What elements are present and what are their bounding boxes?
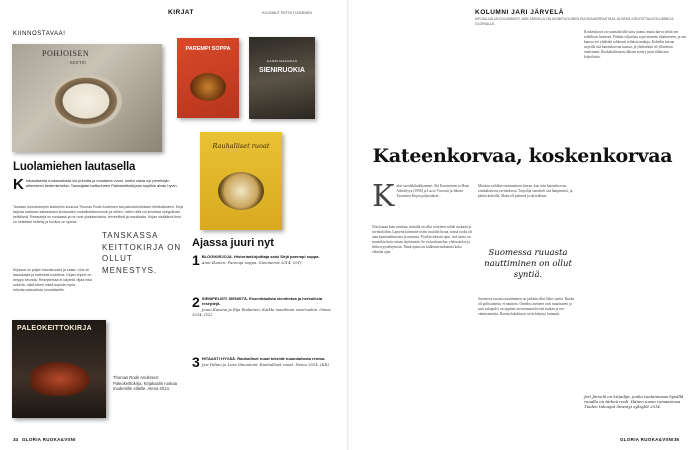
author-signoff: Jari Järvelä on kirjailija, jonka tuotannossa hyvällä ruualla on tärkeä rooli. Hänen uusin romaaninsa Tuulen tuhoojat ilmestyi syksyllä 2014.	[584, 394, 684, 409]
book-title: PALEOKEITTOKIRJA	[17, 325, 92, 332]
lead-text: aksi suosikkikokkiamme, Aki Kauriminen ja Hans Ashrafiyya (1996) ja Lucio Vioconti ja Juhani Tuomisen Kirjaa paljastukset...	[396, 184, 469, 199]
drop-cap: K	[372, 184, 395, 210]
ajassa-item-2	[192, 296, 340, 317]
item-citation: Jouni Kuisma ja Eija Ihalainen: Kaikki maailman sieniruokia. Otava 2014. (VL)	[192, 307, 331, 318]
item-number: 3	[192, 354, 200, 370]
column-body-b2: Suomessa ruuasta nauttiminen on pitkään ollut lähes syntiä. Ruoka oli polttoainetta, ei nautinto. Onneksi asenteet ovat muuttuneet ja uusi sukupolvi on oppinut arvostamaan hyvää ruokaa ja sen valmistamista. Ravintolakulttuuri on kehittynyt huimasti.	[478, 297, 575, 317]
item-number: 1	[192, 252, 200, 268]
column-body-a: Niin kauan kuin muistan, minulla on ollut erityinen suhde ruokaan ja ravintoloihin. Lapsena kävimme usein isoäidin luona, missä ruoka oli aina kunnianhimoista ja runsasta. Pöydän ääressä opin, että ateria on muutakin kuin vatsan täyttämistä. Se on keskustelua, yhdessäoloa ja hetken pysähtymistä. Tämä ajatus on kulkenut mukanani koko elämäni ajan.	[372, 225, 473, 255]
ajassa-item-1	[192, 254, 340, 266]
section-label: KIINNOSTAVAA!	[13, 31, 66, 37]
ajassa-heading: Ajassa juuri nyt	[192, 237, 274, 249]
meat-image	[30, 362, 90, 396]
book-pretitle: KAIKKI MAAILMAN	[266, 59, 297, 63]
lead-text: ivikautisesta ruokavaliosta voi puhutta ja muutama vuosi, mutta vasta nyt perehdyin aiheeseen tiedemieheksi. Tanssijatar tartturineen Paleokeittokirjaan sopiikin aivan hyvin.	[25, 178, 178, 189]
column-body-c: Koskenkorva on suomalaisille tuttu juoma, mutta harva tietää sen todellisen luonteen. Puhdas viljaviina sopii moneen tilanteeseen, ja sen kanssa voi yhdistää rohkeasti erilaisia makuja. Kokeilin kerran tarjoilla sitä kateenkorvan kanssa, ja yhdistelmä oli yllättävän onnistunut. Ruokakulttuurin rikkaus syntyy juuri tällaisista kokeiluista.	[584, 30, 686, 60]
ajassa-item-3	[192, 356, 340, 368]
item-headline: SIENIPELISTI SIENISTÄ. Essentiaalista sienitietoa ja herkullisia reseptejä.	[201, 296, 323, 307]
pull-quote-right: Suomessa ruuasta nauttiminen on ollut syntiä.	[484, 248, 572, 280]
article-lead	[13, 178, 185, 191]
column-body-b: Muistan vieläkin ensimmäisen kerran, kun söin kateenkorvaa ranskalaisessa ravintolassa. Tarjoilija suositteli sitä lämpimästi, ja päätin kokeilla. Maku oli pehmeä ja täyteläinen.	[478, 184, 573, 199]
book-title: SIENIRUOKIA	[259, 67, 305, 74]
page-number-left: 34	[13, 437, 19, 442]
column-lead	[372, 184, 474, 210]
article-title: Luolamiehen lautasella	[13, 161, 136, 173]
pan-image	[218, 172, 264, 210]
item-number: 2	[192, 294, 200, 310]
book-title: POHJOISEN	[42, 49, 90, 58]
page-gutter	[347, 0, 349, 450]
item-citation: Jari Palmu ja Liisa Ilmoniemi: Rauhalliset ruoat. Nemo 2014. (KR)	[201, 362, 329, 368]
section-rubric-kirjat: KIRJAT	[168, 9, 194, 16]
magazine-name-right: GLORIA RUOKA&VIINI	[620, 437, 674, 442]
book-cover-parempi-soppa	[177, 38, 239, 118]
rubric-byline: KOONNUT RIITTA TUOMINEN	[262, 11, 312, 15]
plate-image	[50, 74, 122, 128]
magazine-name-left: GLORIA RUOKA&VIINI	[22, 437, 76, 442]
book-subtitle: KEITTIÖ	[70, 60, 86, 65]
pull-quote-left: TANSKASSA KEITTOKIRJA ON OLLUT MENESTYS.	[102, 231, 182, 275]
book-cover-sieniruokia	[249, 37, 315, 119]
book-title: Rauhalliset ruoat	[212, 142, 270, 150]
item-citation: Anni Ikonen: Parempi soppa. Gummerus 2014. (OT)	[201, 260, 302, 266]
article-body-1: Tanskan tunnetuimpiin kokkeihin kuuluva Thomas Rode Andersen sai paleotoimituksen tehtäväkseen. Kirja tarjoaa kattavan katsauksen kivikauden ruokailutottumuksiin ja siihen, miten niitä voi soveltaa nykypäivän keittiössä. Reseptejä on runsaasti ja ne ovat yksinkertaisia, terveellisiä ja maukkaita. Kirjan sisältämä tieto on selkeästi esitetty ja kuvitus on upeaa.	[13, 205, 183, 225]
book-cover-paleokeittokirja	[12, 320, 106, 418]
article-body-2: Kirjassa on paljon kasvisruokia ja kalaa. Liha on laadukasta ja eettisesti tuotettua. Kirjan ohjeet on helppo seurata. Resepteissä ei käytetä viljaa eikä sokeria, mikä tekee niistä sopivia myös erikoisruokavaliota noudattaville.	[13, 268, 92, 293]
drop-cap: K	[13, 176, 24, 193]
column-headline: Kateenkorvaa, koskenkorvaa	[372, 145, 673, 167]
item-headline: HITAASTI HYVÄÄ. Rauhalliset ruoat tekevät ruuanlaitosta rentoa.	[201, 356, 326, 361]
rubric-description: KIRJAILIJA JA KOLUMNISTI JARI JÄRVELÄ ON MONIPUOLINEN RUOKAHARRASTAJA JA SEKÄ KIRJOITTAA KOLUMNEJA GLORIALLE.	[475, 17, 674, 26]
page-number-right: 35	[674, 437, 680, 442]
book-cover-rauhalliset-ruoat	[200, 132, 282, 230]
book-title: PAREMPI SOPPA	[185, 46, 231, 52]
soup-bowl-image	[190, 73, 226, 101]
book-caption: Thomas Rode Andersen: Paleokeittokirja. Kirjakaalin ruokaa modernille elitelle. Atena 2014.	[113, 375, 178, 392]
section-rubric-kolumni: KOLUMNI JARI JÄRVELÄ	[475, 9, 564, 16]
item-headline: BLOGIKIRJOJA. Historiankirjoittaja saisi Sirjä parempi soppa.	[201, 254, 320, 259]
book-cover-pohjoisen-keittio	[12, 44, 162, 152]
